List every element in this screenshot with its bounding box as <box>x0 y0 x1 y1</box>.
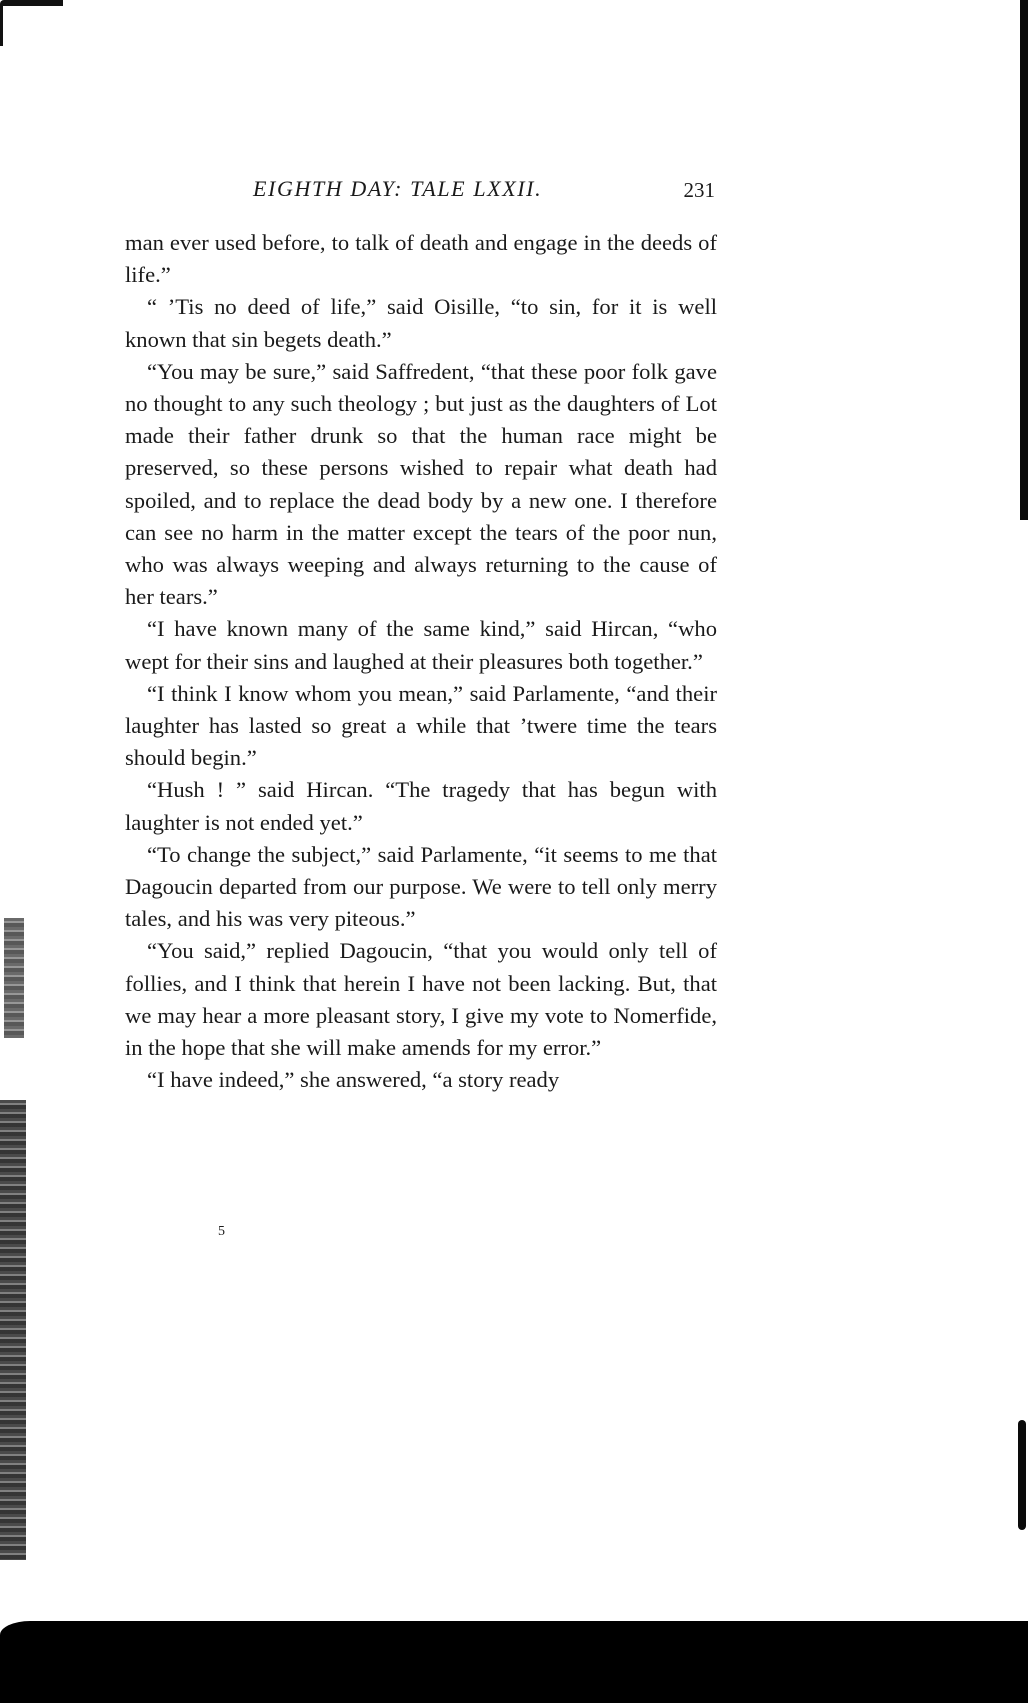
scan-left-edge-artifact <box>0 1100 26 1560</box>
paragraph: “Hush ! ” said Hircan. “The tragedy that has begun with laughter is not ended yet.” <box>125 777 717 835</box>
scan-left-edge-artifact-upper <box>4 918 24 1038</box>
paragraph: “ ’Tis no deed of life,” said Oisille, “to sin, for it is well known that sin begets death.” <box>125 294 717 352</box>
paragraph: “I have indeed,” she answered, “a story ready <box>147 1067 560 1093</box>
paragraph: “I think I know whom you mean,” said Parlamente, “and their laughter has lasted so great a while that ’twere time the tears should begin.” <box>125 680 717 771</box>
page-number: 231 <box>683 178 715 202</box>
paragraph: “You may be sure,” said Saffredent, “that these poor folk gave no thought to any such theology ; but just as the daughters of Lot made their father drunk so that the human race might be preserved, so these persons wished to repair what death had spoiled, and to replace the dead body by a new one. I therefore can see no harm in the matter except the tears of the poor nun, who was always weeping and always returning to the cause of her tears.” <box>125 358 717 610</box>
paragraph: “To change the subject,” said Parlamente, “it seems to me that Dagoucin departed from our purpose. We were to tell only merry tales, and his was very piteous.” <box>125 841 717 932</box>
scan-corner-artifact <box>0 0 63 46</box>
paragraph: “You said,” replied Dagoucin, “that you would only tell of follies, and I think that herein I have not been lacking. But, that we may hear a more pleasant story, I give my vote to Nomerfide, in the hope that she will make amends for my error.” <box>125 938 717 1061</box>
running-title: EIGHTH DAY: TALE LXXII. <box>253 176 543 201</box>
scan-right-edge-artifact <box>1020 0 1028 520</box>
scan-right-edge-artifact-lower <box>1018 1420 1026 1530</box>
scan-bottom-artifact <box>0 1621 1028 1703</box>
paragraph: man ever used before, to talk of death and engage in the deeds of life.” <box>125 230 717 288</box>
paragraph: “I have known many of the same kind,” said Hircan, “who wept for their sins and laughed at their pleasures both together.” <box>125 616 717 674</box>
body-text <box>125 227 717 1096</box>
running-head <box>125 176 715 210</box>
signature-mark: 5 <box>218 1224 225 1239</box>
